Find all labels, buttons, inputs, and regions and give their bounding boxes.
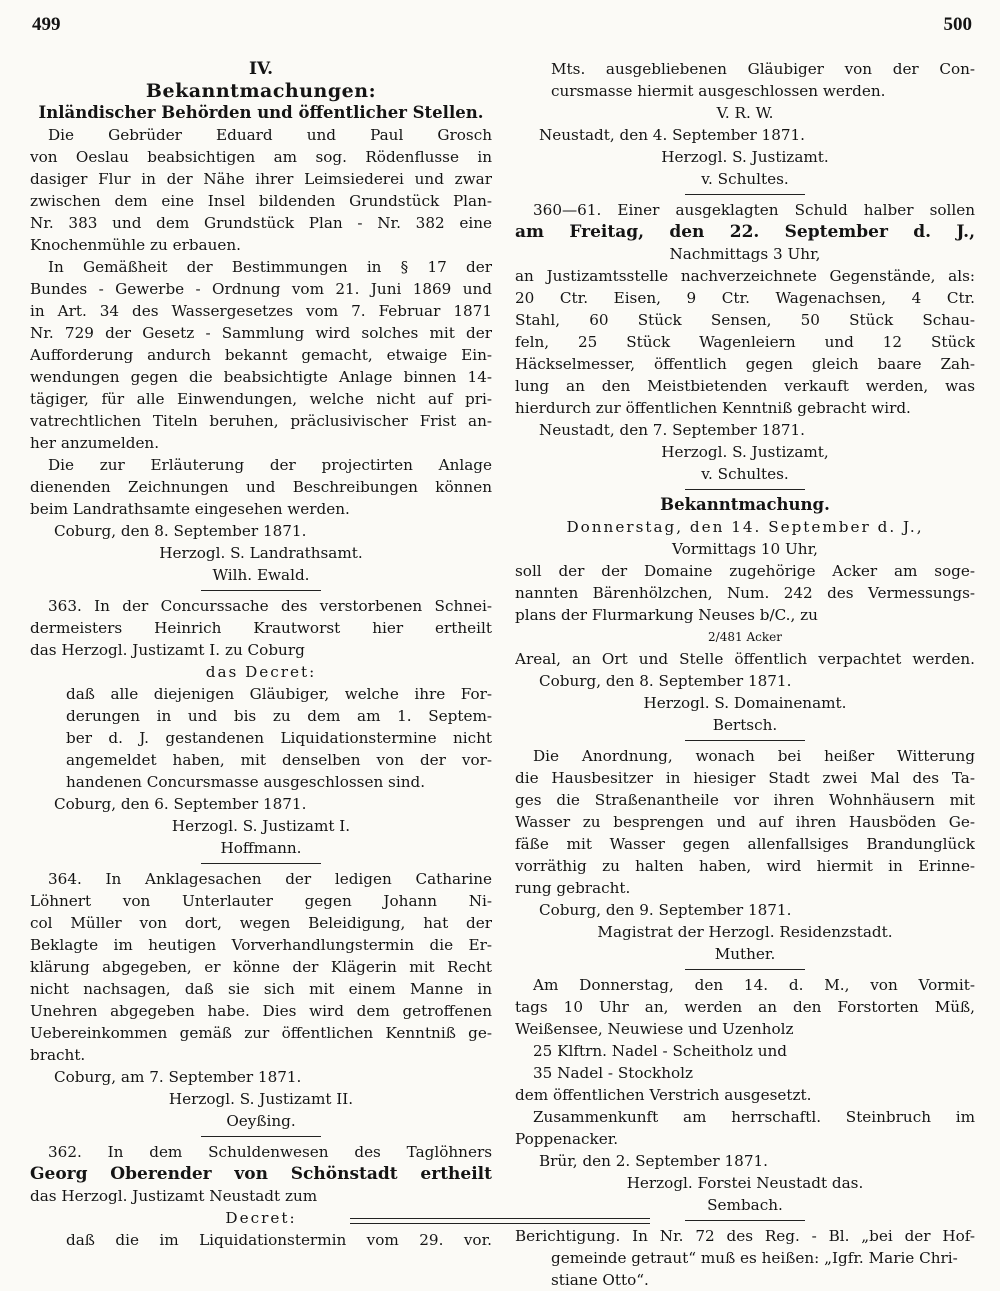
text-line: stiane Otto“. [551, 1271, 649, 1289]
text-line: Coburg, am 7. September 1871. [54, 1068, 302, 1086]
text-line: tägiger, für alle Einwendungen, welche nicht auf pri- [30, 390, 492, 408]
text-line: Uebereinkommen gemäß zur öffentlichen Kenntniß ge- [30, 1024, 492, 1042]
text-line: 360—61. Einer ausgeklagten Schuld halber sollen [533, 201, 975, 219]
text-line: bracht. [30, 1046, 86, 1064]
text-line: ges die Straßenantheile vor ihren Wohnhäusern mit [515, 791, 975, 809]
text-line: Inländischer Behörden und öffentlicher Stellen. [38, 103, 484, 122]
text-line: 362. In dem Schuldenwesen des Taglöhners [48, 1143, 492, 1161]
text-line: cursmasse hiermit ausgeschlossen werden. [551, 82, 886, 100]
text-line: handenen Concursmasse ausgeschlossen sind. [66, 773, 426, 791]
text-line: Herzogl. S. Landrathsamt. [159, 544, 363, 562]
section-divider [685, 1220, 805, 1221]
text-line: Areal, an Ort und Stelle öffentlich verpachtet werden. [515, 650, 975, 668]
text-line: Die zur Erläuterung der projectirten Anlage [48, 456, 492, 474]
text-line: 20 Ctr. Eisen, 9 Ctr. Wagenachsen, 4 Ctr. [515, 289, 975, 307]
text-line: ber d. J. gestandenen Liquidationstermine nicht [66, 729, 492, 747]
text-line: v. Schultes. [701, 465, 789, 483]
text-line: Coburg, den 8. September 1871. [54, 522, 307, 540]
text-line: Bekanntmachung. [660, 495, 830, 514]
text-line: Nr. 729 der Gesetz - Sammlung wird solches mit der [30, 324, 492, 342]
text-line: Bertsch. [712, 716, 778, 734]
text-line: nannten Bärenhölzchen, Num. 242 des Vermessungs- [515, 584, 975, 602]
left-column [30, 58, 492, 1251]
text-line: an Justizamtsstelle nachverzeichnete Gegenstände, als: [515, 267, 975, 285]
text-line: Oeyßing. [226, 1112, 296, 1130]
text-line: fäße mit Wasser gegen allenfallsiges Brandunglück [515, 835, 975, 853]
text-line: Nr. 383 und dem Grundstück Plan - Nr. 382 eine [30, 214, 492, 232]
right-column [515, 58, 975, 1291]
text-line: Georg Oberender von Schönstadt ertheilt [30, 1164, 492, 1184]
section-divider [685, 489, 805, 490]
text-line: Herzogl. S. Justizamt. [661, 148, 829, 166]
text-line: vatrechtlichen Titeln beruhen, präclusivischer Frist an- [30, 412, 492, 430]
text-line: Die Anordnung, wonach bei heißer Witterung [533, 747, 975, 765]
text-line: Nachmittags 3 Uhr, [669, 245, 821, 263]
section-divider [201, 590, 321, 591]
text-line: rung gebracht. [515, 879, 631, 897]
text-line: Die Gebrüder Eduard und Paul Grosch [48, 126, 492, 144]
text-line: das Herzogl. Justizamt I. zu Coburg [30, 641, 305, 659]
page-number-left: 499 [32, 14, 61, 35]
text-line: soll der der Domaine zugehörige Acker am soge- [515, 562, 975, 580]
text-line: Poppenacker. [515, 1130, 619, 1148]
text-line: Knochenmühle zu erbauen. [30, 236, 241, 254]
section-divider [201, 1136, 321, 1137]
text-line: angemeldet haben, mit denselben von der vor- [66, 751, 492, 769]
text-line: feln, 25 Stück Wagenleiern und 12 Stück [515, 333, 975, 351]
text-line: wendungen gegen die beabsichtigte Anlage binnen 14- [30, 368, 492, 386]
text-line: Am Donnerstag, den 14. d. M., von Vormit- [533, 976, 975, 994]
text-line: Neustadt, den 4. September 1871. [539, 126, 806, 144]
text-line: her anzumelden. [30, 434, 160, 452]
text-line: das Herzogl. Justizamt Neustadt zum [30, 1187, 318, 1205]
text-line: 2/481 Acker [708, 630, 782, 644]
text-line: in Art. 34 des Wassergesetzes vom 7. Februar 1871 [30, 302, 492, 320]
text-line: Brür, den 2. September 1871. [539, 1152, 768, 1170]
page-number-right: 500 [943, 14, 972, 35]
text-line: 364. In Anklagesachen der ledigen Catharine [48, 870, 492, 888]
text-line: Donnerstag, den 14. September d. J., [566, 518, 924, 536]
section-divider [201, 863, 321, 864]
text-line: Wasser zu besprengen und auf ihren Hausböden Ge- [515, 813, 975, 831]
text-line: nicht nachsagen, daß sie sich mit einem Manne in [30, 980, 492, 998]
text-line: Coburg, den 6. September 1871. [54, 795, 307, 813]
text-line: gemeinde getraut“ muß es heißen: „Igfr. Marie Chri- [551, 1249, 958, 1267]
text-line: Unehren abgegeben habe. Dies wird dem getroffenen [30, 1002, 492, 1020]
text-line: v. Schultes. [701, 170, 789, 188]
text-line: Decret: [225, 1209, 297, 1227]
text-line: dermeisters Heinrich Krautworst hier ertheilt [30, 619, 492, 637]
footer-double-rule [350, 1218, 650, 1224]
text-line: das Decret: [205, 663, 317, 681]
text-line: dasiger Flur in der Nähe ihrer Leimsiederei und zwar [30, 170, 492, 188]
text-line: tags 10 Uhr an, werden an den Forstorten Müß, [515, 998, 975, 1016]
text-line: die Hausbesitzer in hiesiger Stadt zwei Mal des Ta- [515, 769, 975, 787]
text-line: Herzogl. S. Justizamt I. [171, 817, 351, 835]
text-line: Bundes - Gewerbe - Ordnung vom 21. Juni 1869 und [30, 280, 492, 298]
text-line: Magistrat der Herzogl. Residenzstadt. [597, 923, 893, 941]
text-line: zwischen dem eine Insel bildenden Grundstück Plan- [30, 192, 492, 210]
text-line: In Gemäßheit der Bestimmungen in § 17 der [48, 258, 492, 276]
text-line: Beklagte im heutigen Vorverhandlungstermin die Er- [30, 936, 492, 954]
text-line: lung an den Meistbietenden verkauft werden, was [515, 377, 975, 395]
text-line: hierdurch zur öffentlichen Kenntniß gebracht wird. [515, 399, 911, 417]
text-line: beim Landrathsamte eingesehen werden. [30, 500, 350, 518]
text-line: Sembach. [707, 1196, 783, 1214]
text-line: Häckselmesser, öffentlich gegen gleich baare Zah- [515, 355, 975, 373]
text-line: vorräthig zu halten haben, wird hiermit in Erinne- [515, 857, 975, 875]
text-line: Muther. [714, 945, 776, 963]
text-line: derungen in und bis zu dem am 1. Septem- [66, 707, 492, 725]
text-line: Bekanntmachungen: [145, 80, 377, 102]
text-line: Neustadt, den 7. September 1871. [539, 421, 806, 439]
text-line: Zusammenkunft am herrschaftl. Steinbruch im [533, 1108, 975, 1126]
text-line: Aufforderung andurch bekannt gemacht, etwaige Ein- [30, 346, 492, 364]
text-line: Stahl, 60 Stück Sensen, 50 Stück Schau- [515, 311, 975, 329]
text-line: plans der Flurmarkung Neuses b/C., zu [515, 606, 818, 624]
text-line: 363. In der Concurssache des verstorbenen Schnei- [48, 597, 492, 615]
text-line: Löhnert von Unterlauter gegen Johann Ni- [30, 892, 492, 910]
text-line: klärung abgegeben, er könne der Klägerin mit Recht [30, 958, 492, 976]
text-line: Herzogl. S. Justizamt, [661, 443, 829, 461]
text-line: Coburg, den 8. September 1871. [539, 672, 792, 690]
text-line: 25 Klftrn. Nadel - Scheitholz und [533, 1042, 788, 1060]
text-line: Vormittags 10 Uhr, [672, 540, 818, 558]
text-line: Herzogl. S. Domainenamt. [643, 694, 847, 712]
text-line: IV. [248, 59, 274, 79]
text-line: am Freitag, den 22. September d. J., [515, 222, 975, 242]
section-divider [685, 740, 805, 741]
text-line: Weißensee, Neuwiese und Uzenholz [515, 1020, 794, 1038]
text-line: 35 Nadel - Stockholz [533, 1064, 693, 1082]
text-line: dienenden Zeichnungen und Beschreibungen können [30, 478, 492, 496]
text-line: Wilh. Ewald. [212, 566, 310, 584]
section-divider [685, 969, 805, 970]
text-line: Herzogl. Forstei Neustadt das. [626, 1174, 864, 1192]
text-line: Berichtigung. In Nr. 72 des Reg. - Bl. „bei der Hof- [515, 1227, 975, 1245]
text-line: Herzogl. S. Justizamt II. [168, 1090, 354, 1108]
text-line: Hoffmann. [220, 839, 302, 857]
text-line: daß alle diejenigen Gläubiger, welche ihre For- [66, 685, 492, 703]
text-line: von Oeslau beabsichtigen am sog. Rödenflusse in [30, 148, 492, 166]
text-line: col Müller von dort, wegen Beleidigung, hat der [30, 914, 492, 932]
text-line: Mts. ausgebliebenen Gläubiger von der Con- [551, 60, 975, 78]
text-line: daß die im Liquidationstermin vom 29. vor. [66, 1231, 492, 1249]
section-divider [685, 194, 805, 195]
text-line: dem öffentlichen Verstrich ausgesetzt. [515, 1086, 812, 1104]
text-line: V. R. W. [716, 104, 774, 122]
text-line: Coburg, den 9. September 1871. [539, 901, 792, 919]
